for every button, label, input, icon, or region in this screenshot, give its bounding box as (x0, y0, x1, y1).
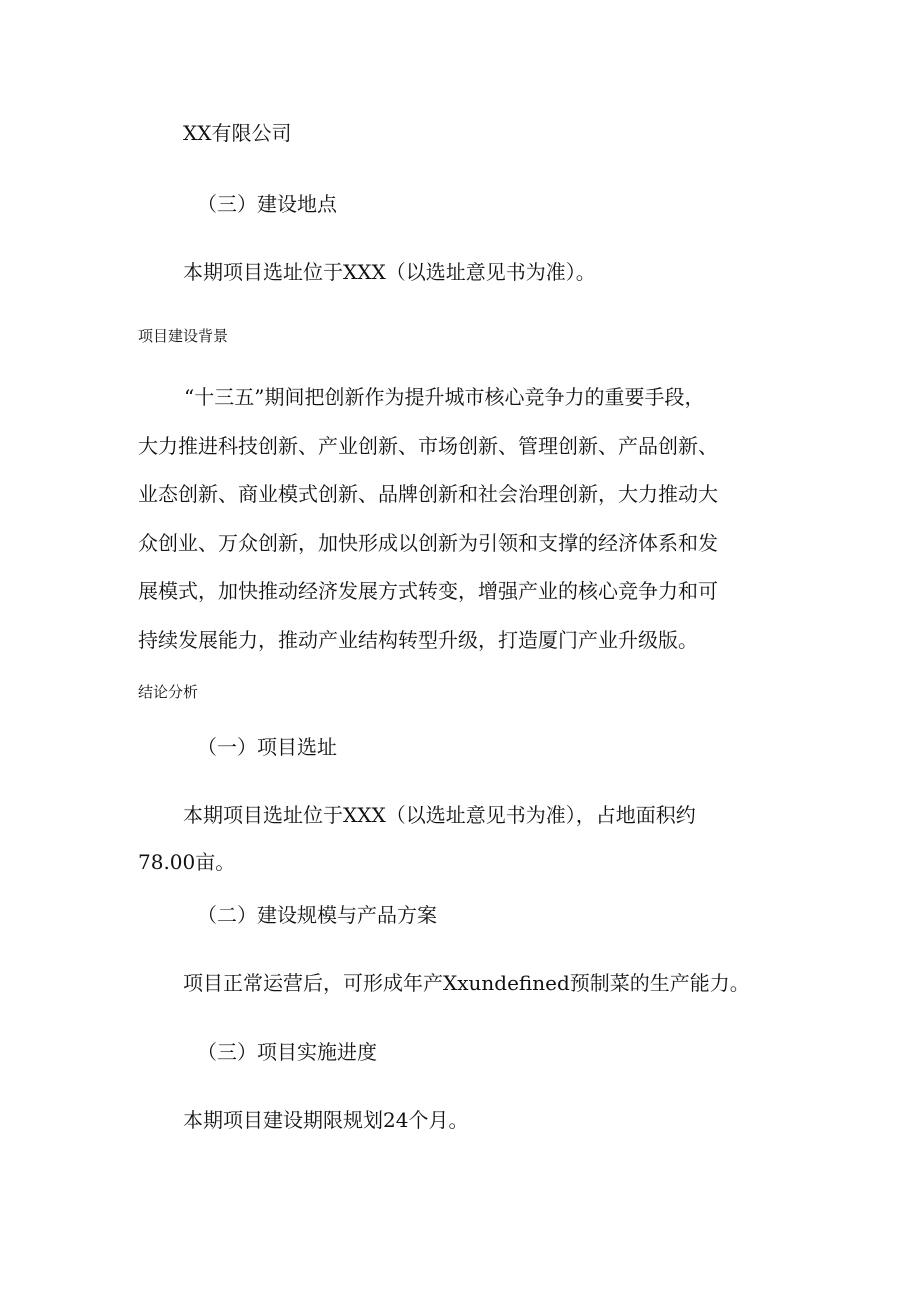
site-text-line2: 78.00亩。 (138, 850, 236, 874)
schedule-text: 本期项目建设期限规划24个月。 (183, 1108, 469, 1132)
heading-location: （三）建设地点 (197, 192, 337, 216)
section-title-conclusion: 结论分析 (138, 683, 199, 701)
background-line: 大力推进科技创新、产业创新、市场创新、管理创新、产品创新、 (138, 433, 718, 458)
heading-site: （一）项目选址 (197, 735, 337, 759)
section-title-background: 项目建设背景 (138, 327, 229, 345)
scale-text: 项目正常运营后，可形成年产Xxundefined预制菜的生产能力。 (183, 971, 750, 995)
background-line: 众创业、万众创新，加快形成以创新为引领和支撑的经济体系和发 (138, 530, 718, 555)
location-text: 本期项目选址位于XXX（以选址意见书为准）。 (183, 260, 596, 284)
heading-schedule: （三）项目实施进度 (197, 1040, 377, 1064)
heading-scale: （二）建设规模与产品方案 (197, 903, 437, 927)
background-paragraph (138, 373, 778, 664)
site-text-line1: 本期项目选址位于XXX（以选址意见书为准），占地面积约 (183, 803, 696, 827)
background-line: 持续发展能力，推动产业结构转型升级，打造厦门产业升级版。 (138, 627, 698, 652)
background-line: 业态创新、商业模式创新、品牌创新和社会治理创新，大力推动大 (138, 482, 718, 506)
background-line: “十三五”期间把创新作为提升城市核心竞争力的重要手段， (184, 385, 705, 409)
background-line: 展模式，加快推动经济发展方式转变，增强产业的核心竞争力和可 (138, 579, 718, 603)
company-name: XX有限公司 (183, 121, 292, 145)
